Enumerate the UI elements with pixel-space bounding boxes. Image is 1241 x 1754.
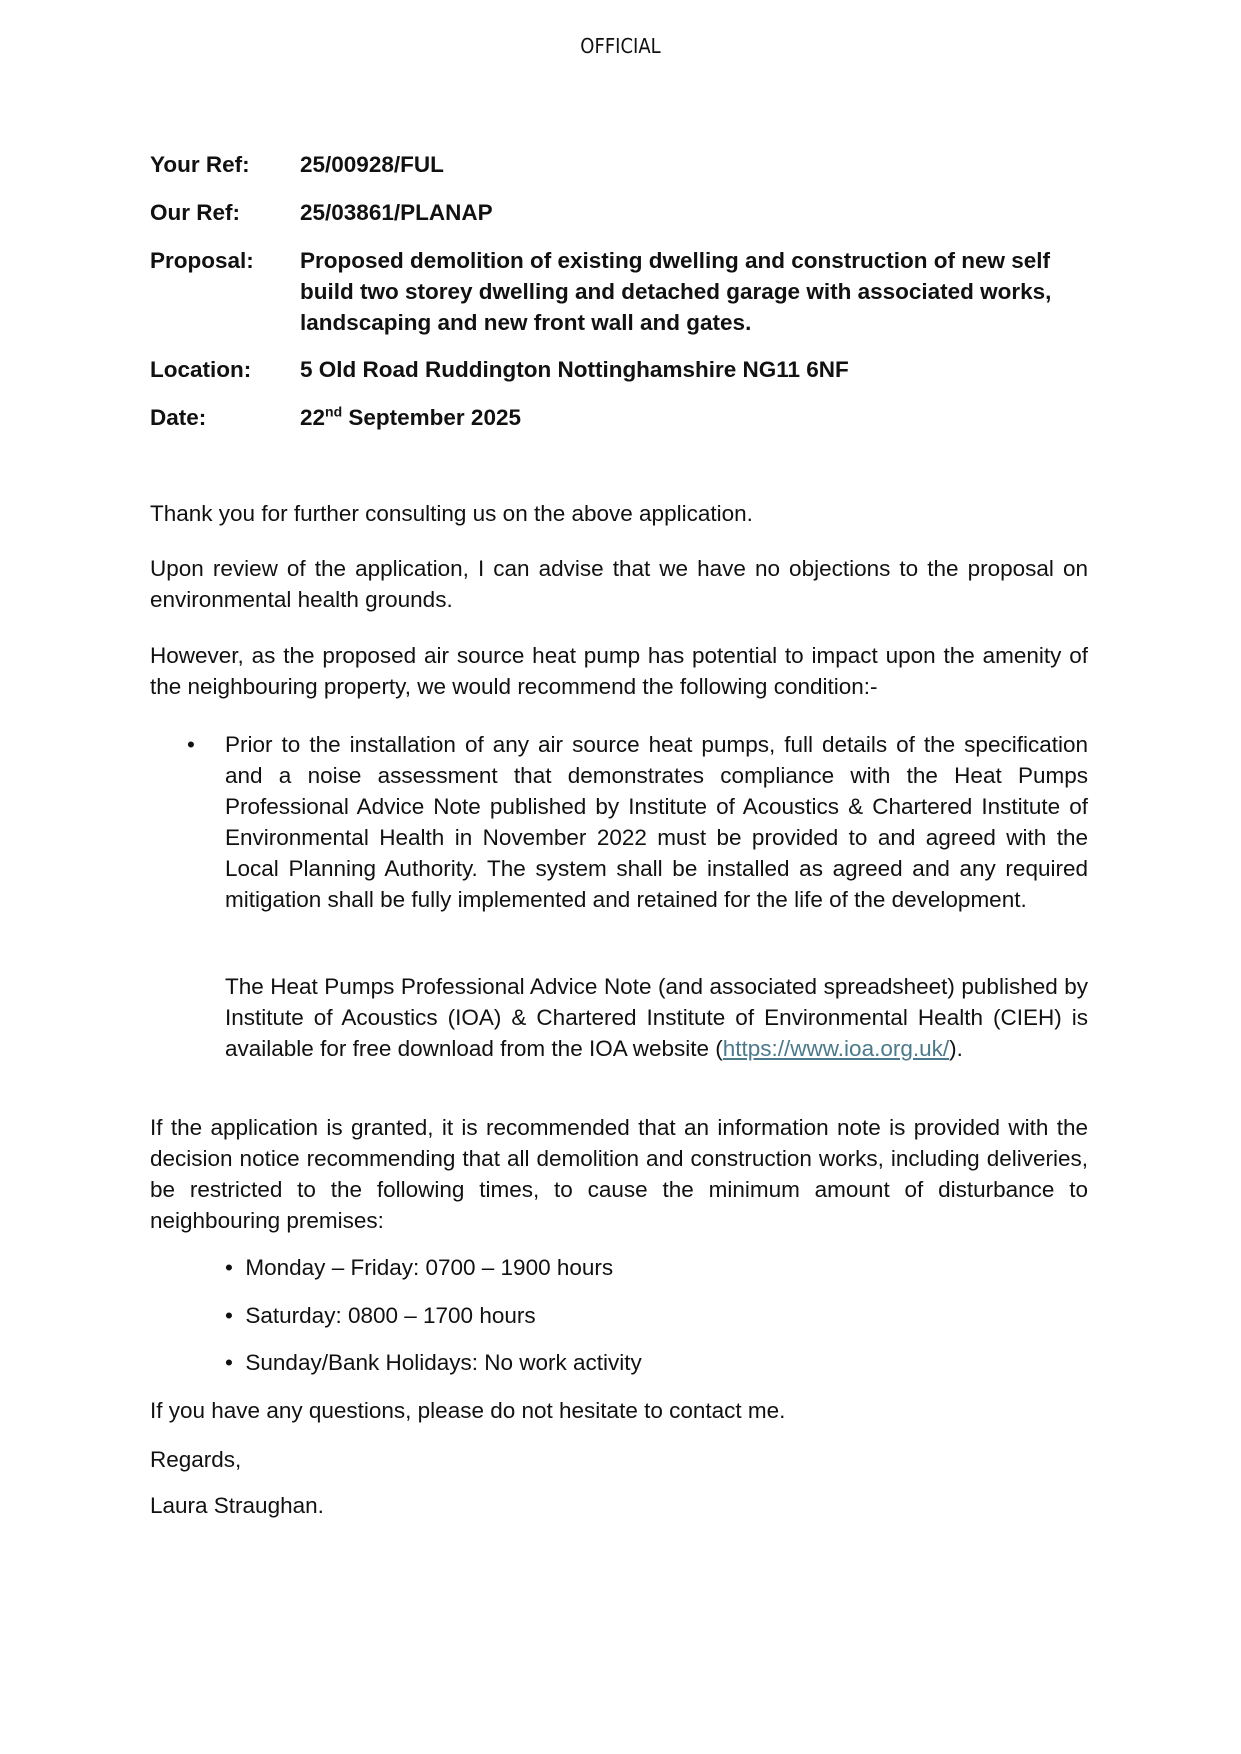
your-ref-row [150,149,1090,180]
date-suffix: nd [325,403,343,420]
paragraph-no-objection: Upon review of the application, I can advise that we have no objections to the proposal on environmental health grounds. [150,556,1088,612]
proposal-row [150,245,1090,338]
list-item-text: Saturday: 0800 – 1700 hours [245,1303,536,1328]
list-item-text: Monday – Friday: 0700 – 1900 hours [245,1255,614,1280]
list-item: • Saturday: 0800 – 1700 hours [225,1303,536,1328]
location-label: Location: [150,357,252,382]
bullet-icon: • [187,732,195,757]
list-item: • Monday – Friday: 0700 – 1900 hours [225,1255,614,1280]
date-value [300,402,1090,433]
your-ref-value: 25/00928/FUL [300,152,444,177]
proposal-label: Proposal: [150,248,254,273]
classification-header: OFFICIAL [580,34,661,58]
proposal-value: Proposed demolition of existing dwelling and construction of new self build two storey dwelling and detached garage with associated works, landscaping and new front wall and gates. [300,248,1052,335]
location-row [150,354,1090,385]
signoff: Laura Straughan. [150,1493,324,1518]
advice-note [225,971,1088,1064]
paragraph-contact: If you have any questions, please do not hesitate to contact me. [150,1398,786,1423]
paragraph-recommendation: However, as the proposed air source heat pump has potential to impact upon the amenity of the neighbouring property, we would recommend the following condition:- [150,643,1088,699]
your-ref-label: Your Ref: [150,152,250,177]
date-rest: September 2025 [342,405,521,430]
condition-text: Prior to the installation of any air source heat pumps, full details of the specification and a noise assessment that demonstrates compliance with the Heat Pumps Professional Advice Note published by Institute of Acoustics & Chartered Institute of Environmental Health in November 2022 must be provided to and agreed with the Local Planning Authority. The system shall be installed as agreed and any required mitigation shall be fully implemented and retained for the life of the development. [225,732,1088,912]
list-item: • Sunday/Bank Holidays: No work activity [225,1350,642,1375]
advice-note-text: The Heat Pumps Professional Advice Note (and associated spreadsheet) published by Institute of Acoustics (IOA) & Chartered Institute of Environmental Health (CIEH) is available for free download from the IOA website ( [225,974,1088,1061]
date-day: 22 [300,405,326,430]
location-value: 5 Old Road Ruddington Nottinghamshire NG11 6NF [300,357,849,382]
ioa-link[interactable]: https://www.ioa.org.uk/ [722,1036,950,1061]
advice-note-end: ). [949,1036,963,1061]
date-label: Date: [150,405,207,430]
our-ref-value: 25/03861/PLANAP [300,200,493,225]
paragraph-thanks: Thank you for further consulting us on the above application. [150,501,753,526]
list-item-text: Sunday/Bank Holidays: No work activity [245,1350,642,1375]
our-ref-row [150,197,1090,228]
regards: Regards, [150,1447,242,1472]
date-row [150,402,1090,433]
our-ref-label: Our Ref: [150,200,240,225]
paragraph-working-hours: If the application is granted, it is recommended that an information note is provided with the decision notice recommending that all demolition and construction works, including deliveries, be restricted to the following times, to cause the minimum amount of disturbance to neighbouring premises: [150,1115,1088,1233]
